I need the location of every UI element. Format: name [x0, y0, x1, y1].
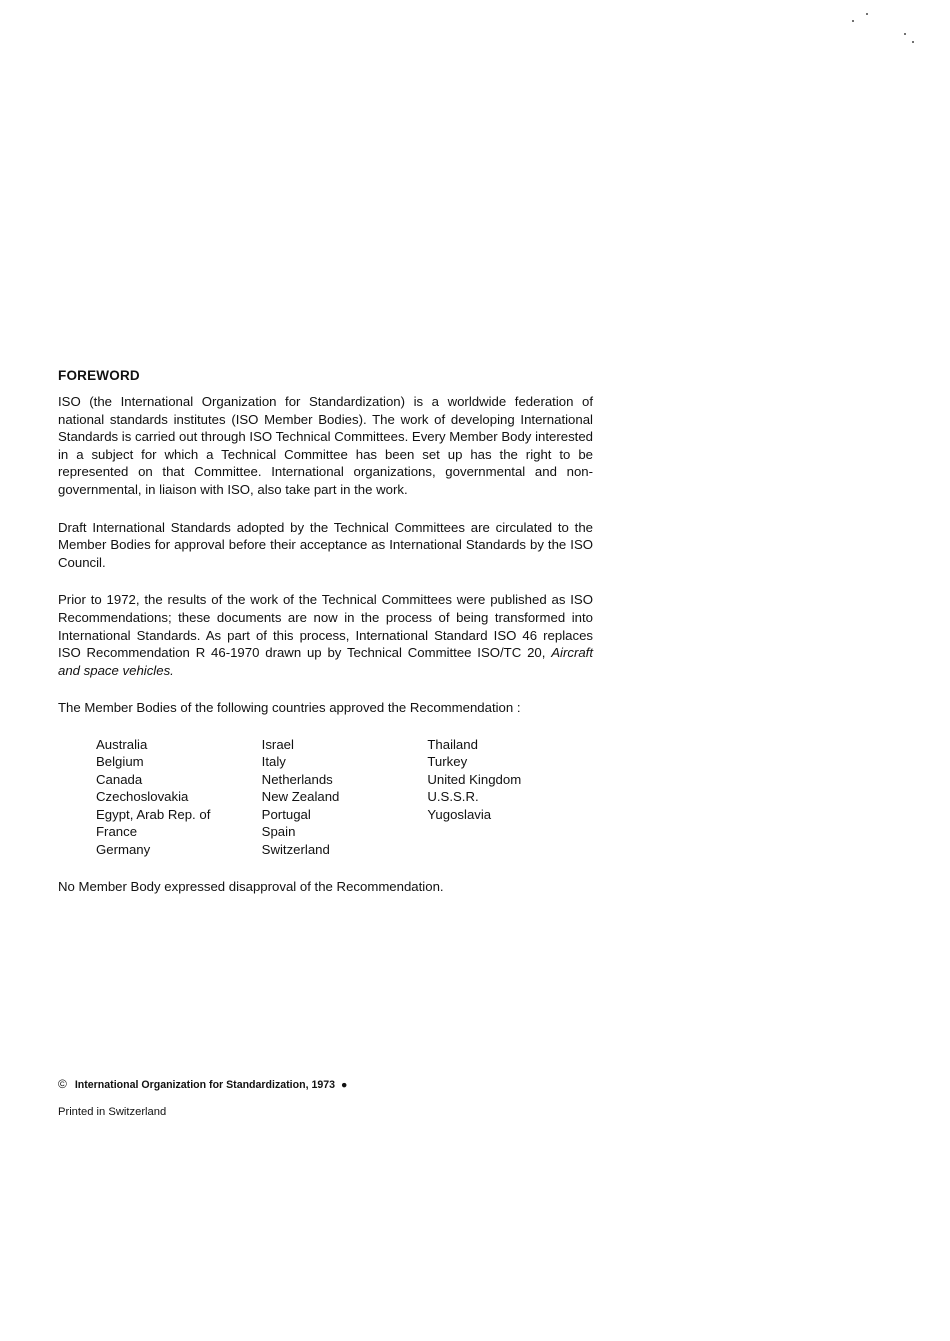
foreword-paragraph-2: Draft International Standards adopted by the Technical Committees are circulated to the Member Bodies for approval before their acceptance as International Standards by the ISO Council. [58, 519, 593, 570]
approval-intro: The Member Bodies of the following countries approved the Recommendation : [58, 700, 521, 716]
disapproval-note: No Member Body expressed disapproval of the Recommendation. [58, 879, 444, 895]
country-item: Spain [261, 824, 296, 840]
country-item: United Kingdom [427, 771, 522, 787]
country-item: Czechoslovakia [96, 789, 189, 805]
country-item: Canada [96, 771, 143, 787]
country-item: Germany [96, 841, 151, 857]
country-item: Belgium [96, 754, 144, 770]
foreword-paragraph-3 [58, 591, 593, 679]
country-item: U.S.S.R. [427, 789, 479, 805]
country-item: Israel [261, 736, 294, 752]
country-column-1 [96, 736, 262, 859]
foreword-paragraph-1: ISO (the International Organization for Standardization) is a worldwide federation of national standards institutes (ISO Member Bodies). The work of developing International Standards is carried out through ISO Technical Committees. Every Member Body interested in a subject for which a Technical Committee has been set up has the right to be represented on that Committee. International organizations, governmental and non-governmental, in liaison with ISO, also take part in the work. [58, 394, 593, 497]
country-item: Australia [96, 736, 148, 752]
country-item: Thailand [427, 736, 478, 752]
country-item: Portugal [261, 806, 311, 822]
scan-speck [866, 13, 868, 15]
country-item: Netherlands [261, 771, 333, 787]
bullet-icon: ● [341, 1079, 348, 1091]
copyright-text: International Organization for Standardization, 1973 [74, 1079, 336, 1091]
paragraph-3-text: Prior to 1972, the results of the work of the Technical Committees were published as ISO Recommendations; these documents are now in the process of being transformed into International Standards. As part of this process, International Standard ISO 46 replaces ISO Recommendation R 46-1970 drawn up by Technical Committee ISO/TC 20, [58, 592, 593, 661]
paragraph-3-italic-title: Aircraft and space vehicles. [58, 645, 593, 678]
copyright-line [58, 1077, 347, 1091]
foreword-heading: FOREWORD [58, 368, 140, 383]
scan-speck [904, 33, 906, 35]
scan-speck [912, 41, 914, 43]
scan-speck [852, 20, 854, 22]
country-item: Yugoslavia [427, 806, 492, 822]
country-column-2 [262, 736, 428, 859]
country-item: Egypt, Arab Rep. of [96, 806, 211, 822]
country-item: Italy [261, 754, 286, 770]
copyright-icon: © [58, 1077, 67, 1091]
country-item: Turkey [427, 754, 468, 770]
printed-in: Printed in Switzerland [58, 1106, 167, 1118]
country-column-3 [427, 736, 593, 859]
country-item: Switzerland [261, 841, 330, 857]
country-item: France [96, 824, 138, 840]
country-list [96, 736, 593, 859]
country-item: New Zealand [261, 789, 340, 805]
foreword-section [58, 368, 593, 896]
